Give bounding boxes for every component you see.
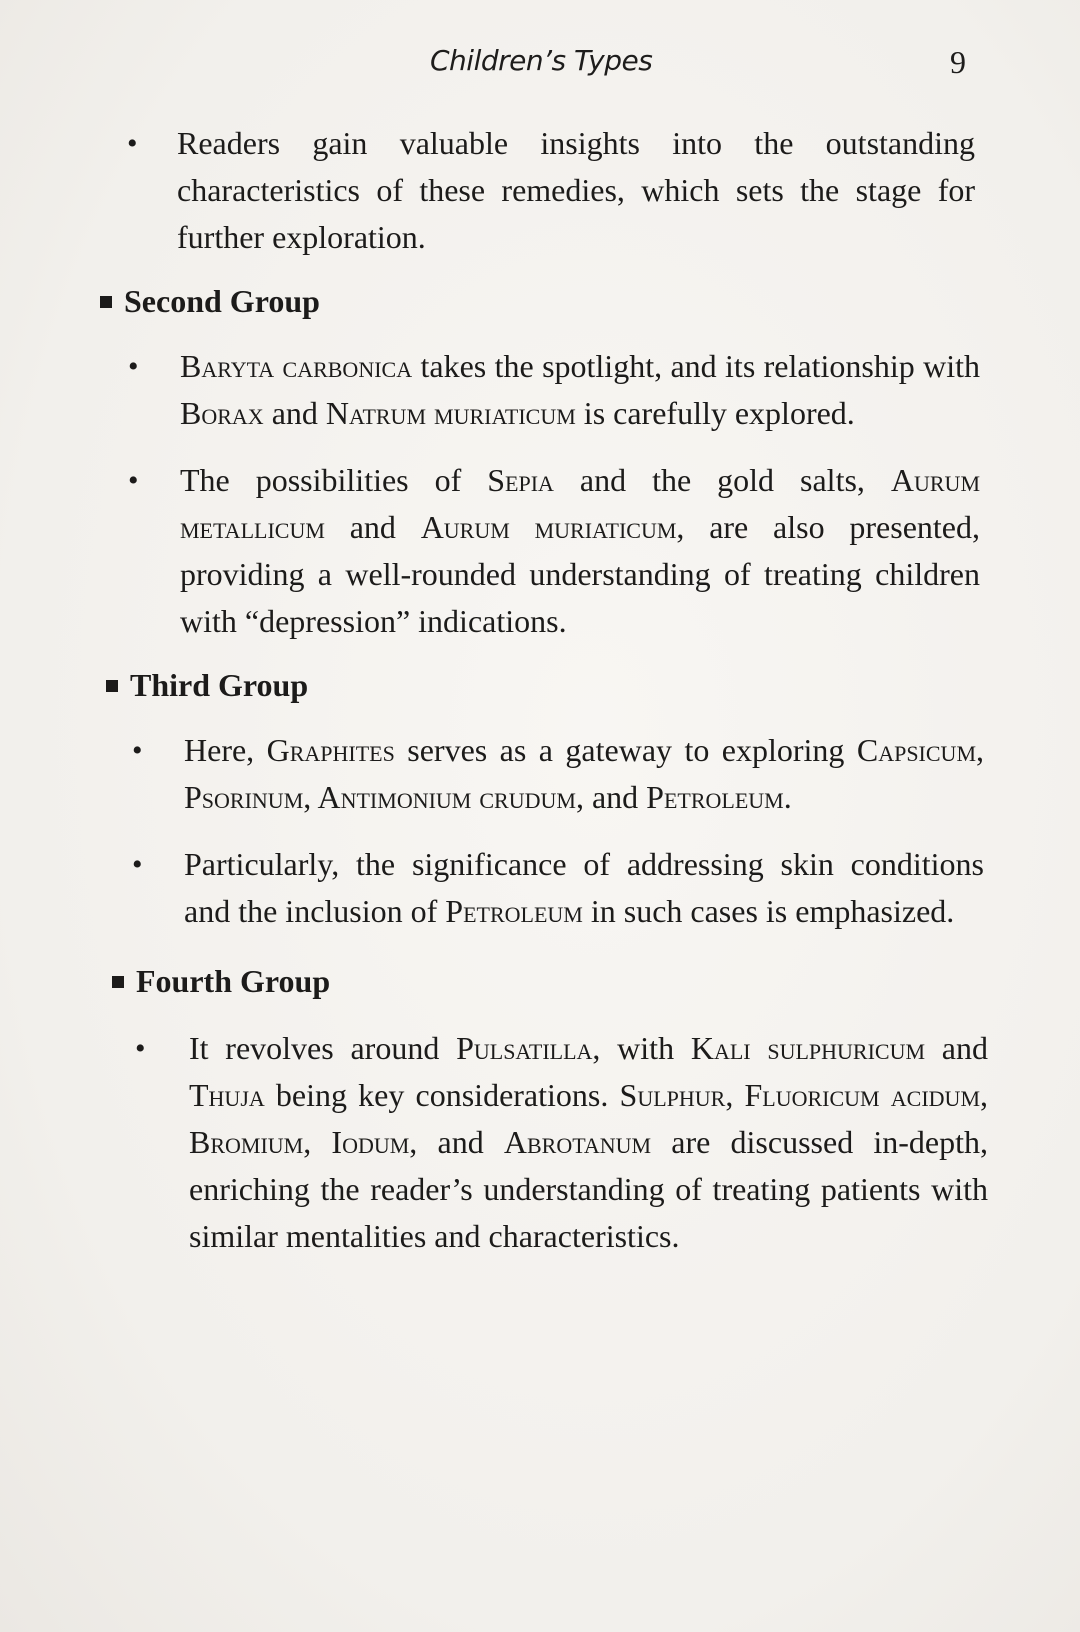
remedy-name: Aurum metallicum xyxy=(180,462,981,545)
text-run: Particularly, the significance of addressing skin conditions and the inclusion of xyxy=(184,846,984,929)
running-header xyxy=(0,42,1080,82)
text-run: in such cases is emphasized. xyxy=(582,893,955,929)
remedy-name: Borax xyxy=(180,395,264,431)
remedy-name: Graphites xyxy=(266,732,395,768)
second-group-bullet-2 xyxy=(128,457,981,645)
text-run: being key considerations. xyxy=(264,1077,620,1113)
page-number: 9 xyxy=(950,44,966,80)
bullet-dot-icon: • xyxy=(128,350,139,383)
bullet-dot-icon: • xyxy=(128,464,139,497)
text-run: are discussed in-depth, enriching the reader’s understanding of treating patients with similar mentalities and characteristics. xyxy=(189,1124,989,1254)
text-run: Here, xyxy=(184,732,267,768)
fourth-group-heading xyxy=(112,959,1080,1003)
remedy-name: Thuja xyxy=(189,1077,265,1113)
text-run: and xyxy=(324,509,421,545)
third-group-heading-text: Third Group xyxy=(130,667,309,703)
remedy-name: Natrum muriaticum xyxy=(325,395,576,431)
remedy-name: Kali sulphuricum xyxy=(690,1030,926,1066)
remedy-name: Petroleum xyxy=(445,893,583,929)
fourth-group-bullet-1 xyxy=(135,1025,989,1260)
remedy-name: Baryta carbonica xyxy=(180,348,413,384)
intro-bullet-text: Readers gain valuable insights into the outstanding characteristics of these remedies, which sets the stage for further exploration. xyxy=(177,125,975,255)
remedy-name: Sulphur, Fluoricum acidum, Bromium, Iodum, xyxy=(189,1077,988,1160)
running-title: Children’s Types xyxy=(430,44,653,77)
text-run: . xyxy=(783,779,792,815)
text-run: , with xyxy=(592,1030,691,1066)
text-run: and xyxy=(263,395,326,431)
text-run: It revolves around xyxy=(189,1030,457,1066)
second-group-heading-text: Second Group xyxy=(124,283,320,319)
third-group-bullet-2 xyxy=(132,841,984,935)
text-run: and the gold salts, xyxy=(553,462,891,498)
remedy-name: Abrotanum xyxy=(503,1124,652,1160)
remedy-name: Sepia xyxy=(487,462,554,498)
text-run: and xyxy=(583,779,647,815)
bullet-dot-icon: • xyxy=(132,848,143,881)
intro-bullet xyxy=(127,120,975,261)
square-bullet-icon xyxy=(100,296,112,308)
third-group-bullet-1 xyxy=(132,727,985,821)
text-run: and xyxy=(417,1124,504,1160)
bullet-dot-icon: • xyxy=(132,734,143,767)
third-group-heading xyxy=(106,663,1080,707)
text-run: serves as a gateway to exploring xyxy=(394,732,857,768)
remedy-name: Petroleum xyxy=(646,779,784,815)
remedy-name: Pulsatilla xyxy=(456,1030,593,1066)
bullet-dot-icon: • xyxy=(127,127,138,160)
square-bullet-icon xyxy=(112,976,124,988)
text-run: , are also presented, providing a well-rounded understanding of treating children with “depression” indications. xyxy=(180,509,980,639)
text-run: The possibilities of xyxy=(180,462,488,498)
body-text xyxy=(0,120,1080,1260)
remedy-name: Aurum muriaticum xyxy=(420,509,677,545)
second-group-heading xyxy=(100,279,1080,323)
bullet-dot-icon: • xyxy=(135,1032,146,1065)
remedy-name: Capsicum, Psorinum, Antimonium crudum, xyxy=(184,732,985,815)
text-run: is carefully explored. xyxy=(575,395,855,431)
second-group-bullet-1 xyxy=(128,343,980,437)
fourth-group-heading-text: Fourth Group xyxy=(136,963,331,999)
text-run: and xyxy=(925,1030,989,1066)
text-run: takes the spotlight, and its relationship with xyxy=(412,348,980,384)
square-bullet-icon xyxy=(106,680,118,692)
